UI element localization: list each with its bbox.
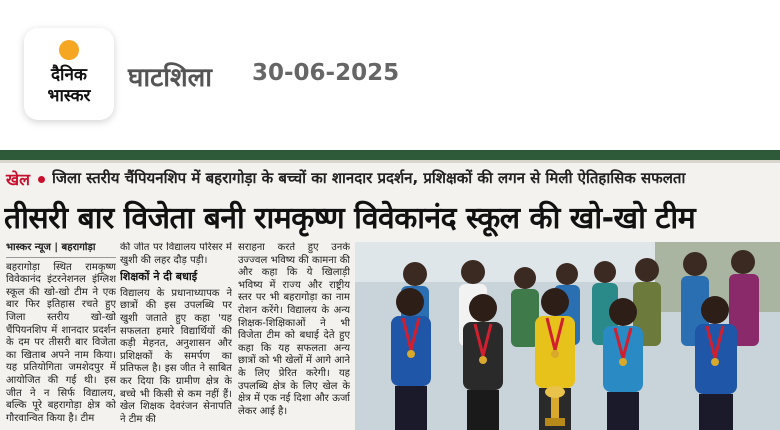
kicker-row xyxy=(0,168,780,194)
kicker-subheadline: जिला स्तरीय चैंपियनशिप में बहरागोड़ा के बच्चों का शानदार प्रदर्शन, प्रशिक्षकों की लगन से मिली ऐतिहासिक सफलता xyxy=(52,169,686,187)
column-1-text: बहरागोड़ा स्थित रामकृष्ण विवेकानंद इंटरनेशनल इंग्लिश स्कूल की खो-खो टीम ने एक बार फिर इतिहास रचते हुए जिला स्तरीय खो-खो चैंपियनशिप में शानदार प्रदर्शन के दम पर तीसरी बार विजेता का खिताब अपने नाम किया। यह प्रतियोगिता जमशेदपुर में आयोजित की गई थी। इस जीत ने न सिर्फ विद्यालय, बल्कि पूरे बहरागोड़ा क्षेत्र को गौरवान्वित किया है। टीम xyxy=(6,261,116,424)
team-photo-illustration xyxy=(355,242,780,430)
column-subheading: शिक्षकों ने दी बधाई xyxy=(120,270,198,284)
sun-icon xyxy=(59,40,79,60)
clipping-top-bar xyxy=(0,150,780,160)
article-column-3 xyxy=(238,242,350,430)
newspaper-clipping xyxy=(0,150,780,430)
article-column-1 xyxy=(6,242,116,430)
dainik-bhaskar-logo xyxy=(24,28,114,120)
page-header xyxy=(0,0,780,150)
edition-date: 30-06-2025 xyxy=(252,60,400,86)
bullet-icon xyxy=(38,176,45,183)
team-photo xyxy=(355,242,780,430)
logo-text-line2: भास्कर xyxy=(47,86,91,106)
logo-text-line1: दैनिक xyxy=(51,65,87,85)
column-3-text: सराहना करते हुए उनके उज्ज्वल भविष्य की कामना की और कहा कि ये खिलाड़ी भविष्य में राज्य और राष्ट्रीय स्तर पर भी बहरागोड़ा का नाम रोशन करेंगे। विद्यालय के अन्य शिक्षक-शिक्षिकाओं ने भी विजेता टीम को बधाई देते हुए कहा कि यह सफलता अन्य छात्रों को भी खेलों में आगे आने के लिए प्रेरित करेगी। यह उपलब्धि क्षेत्र के लिए खेल के क्षेत्र में एक नई दिशा और ऊर्जा लेकर आई है। xyxy=(238,242,350,417)
edition-city: घाटशिला xyxy=(128,63,212,93)
article-column-2 xyxy=(120,242,232,430)
byline: भास्कर न्यूज | बहरागोड़ा xyxy=(6,242,116,258)
column-2-text-a: की जीत पर विद्यालय परिसर में खुशी की लहर दौड़ पड़ी। xyxy=(120,242,232,266)
section-tag: खेल xyxy=(6,170,30,189)
column-2-text-b: विद्यालय के प्रधानाध्यापक ने छात्रों की इस उपलब्धि पर खुशी जताते हुए कहा 'यह सफलता हमारे विद्यार्थियों की कड़ी मेहनत, अनुशासन और प्रशिक्षकों के समर्पण का प्रतिफल है। इस जीत ने साबित कर दिया कि ग्रामीण क्षेत्र के बच्चे भी किसी से कम नहीं हैं। खेल शिक्षक देवरंजन सेनापति ने टीम की xyxy=(120,287,232,425)
article-headline: तीसरी बार विजेता बनी रामकृष्ण विवेकानंद स्कूल की खो-खो टीम xyxy=(4,201,696,236)
